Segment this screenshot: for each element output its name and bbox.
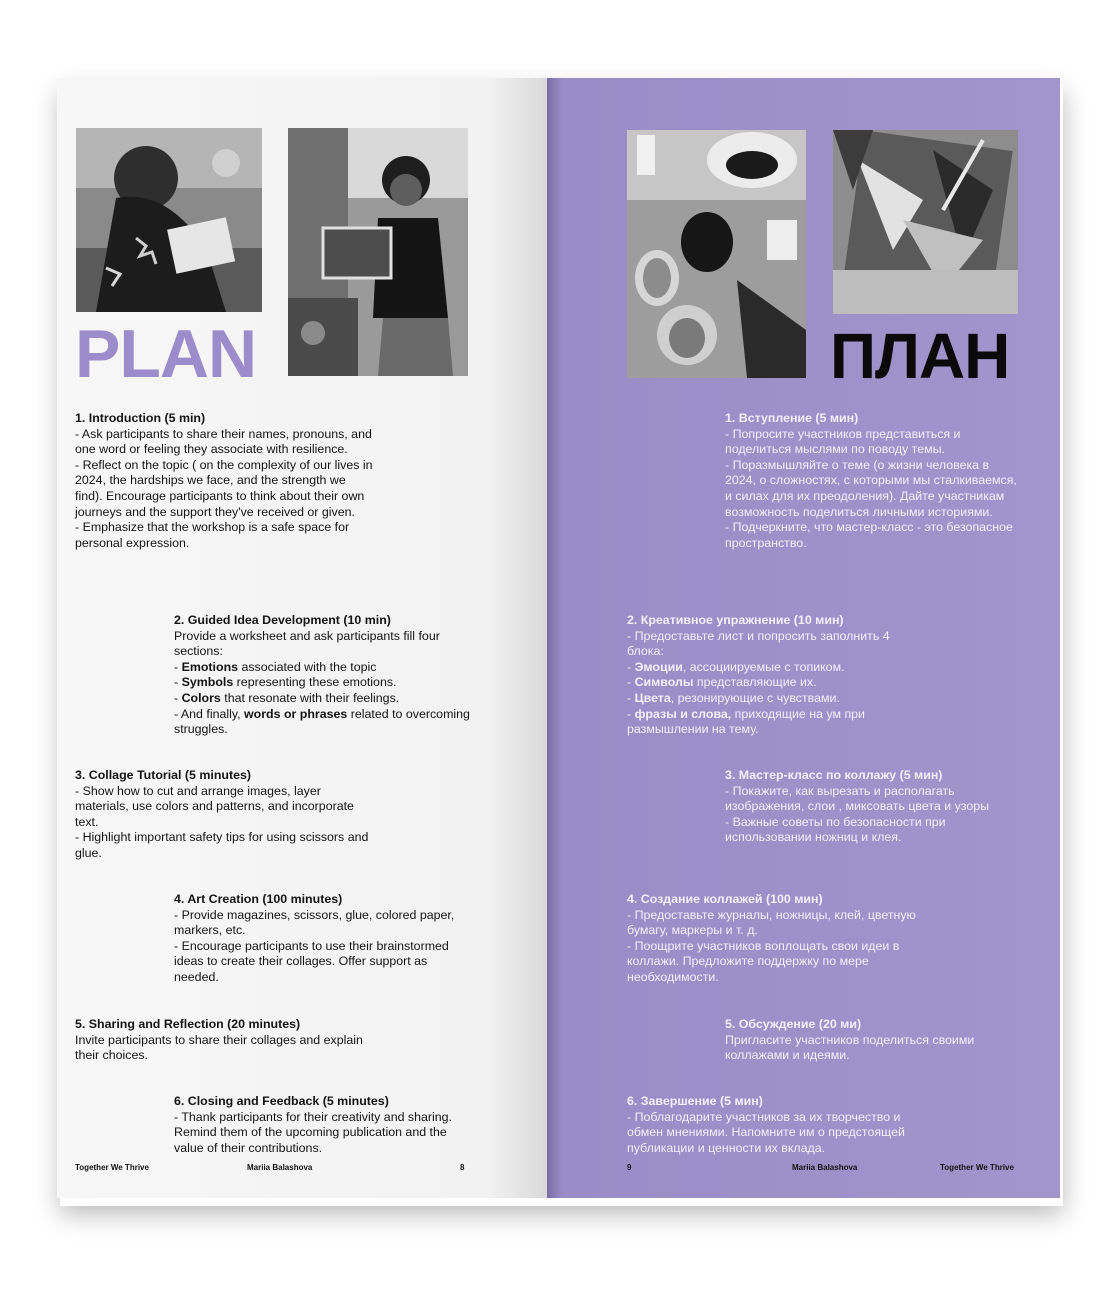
section-6-zavershenie: [627, 1094, 927, 1156]
section-title: 5. Обсуждение (20 ми): [725, 1017, 862, 1031]
section-line: - Попросите участников представиться и поделиться мыслями по поводу темы.: [725, 426, 961, 457]
section-line: - Предоставьте журналы, ножницы, клей, цветную бумагу, маркеры и т. д.: [627, 907, 916, 938]
section-line: - Show how to cut and arrange images, layer materials, use colors and patterns, and incorporate text.: [75, 783, 354, 829]
list-item: - Эмоции, ассоциируемые с топиком.: [627, 659, 845, 674]
section-line: - Поощрите участников воплощать свои идеи в коллажи. Предложите поддержку по мере необходимости.: [627, 938, 900, 984]
footer-author: Mariia Balashova: [792, 1163, 858, 1172]
section-intro: Provide a worksheet and ask participants fill four sections:: [174, 628, 440, 659]
section-3-collage-tutorial: [75, 768, 373, 862]
page-heading-ru: ПЛАН: [830, 320, 1010, 392]
section-title: 2. Guided Idea Development (10 min): [174, 613, 391, 627]
section-title: 6. Завершение (5 мин): [627, 1094, 763, 1108]
page-heading-en: PLAN: [75, 316, 257, 392]
section-title: 5. Sharing and Reflection (20 minutes): [75, 1017, 301, 1031]
section-line: - Reflect on the topic ( on the complexity of our lives in 2024, the hardships we face, and the strength we find). Encourage participants to think about their own journeys and the support they've received or given.: [75, 457, 373, 519]
section-line: - Важные советы по безопасности при использовании ножниц и клея.: [725, 814, 946, 845]
left-page: [57, 78, 547, 1198]
section-line: - Highlight important safety tips for using scissors and glue.: [75, 830, 369, 860]
booklet-spread: [57, 78, 1060, 1198]
section-line: - Поразмышляйте о теме (о жизни человека в 2024, о сложностях, с которыми мы сталкиваемся, и силах для их преодоления). Дайте участникам возможность поделиться личными историями.: [725, 457, 1017, 519]
photo-collage-work: [833, 130, 1018, 314]
list-item: - Emotions associated with the topic: [174, 659, 377, 674]
list-item: - Символы представляющие их.: [627, 675, 817, 690]
footer-page-number: 9: [627, 1163, 632, 1172]
section-line: - Подчеркните, что мастер-класс - это безопасное пространство.: [725, 520, 1013, 550]
section-line: - Encourage participants to use their brainstormed ideas to create their collages. Offer support as needed.: [174, 938, 449, 984]
section-line: - Thank participants for their creativity and sharing. Remind them of the upcoming publication and the value of their contributions.: [174, 1109, 453, 1155]
section-title: 3. Мастер-класс по коллажу (5 мин): [725, 768, 943, 782]
footer-title: Together We Thrive: [940, 1163, 1014, 1172]
section-title: 1. Вступление (5 мин): [725, 411, 859, 425]
footer-page-number: 8: [460, 1163, 465, 1172]
footer-title: Together We Thrive: [75, 1163, 149, 1172]
section-title: 1. Introduction (5 min): [75, 411, 206, 425]
section-title: 2. Креативное упражнение (10 мин): [627, 613, 844, 627]
section-1-vstuplenie: [725, 411, 1020, 551]
list-item: - And finally, words or phrases related to overcoming struggles.: [174, 706, 470, 737]
section-2-kreativnoe: [627, 613, 927, 738]
section-6-closing: [174, 1094, 472, 1156]
right-page: [547, 78, 1060, 1198]
section-intro: - Предоставьте лист и попросить заполнить 4 блока:: [627, 628, 890, 659]
section-4-art-creation: [174, 892, 472, 986]
section-3-master-klass: [725, 768, 1020, 846]
section-5-obsuzhdenie: [725, 1017, 1020, 1064]
section-2-guided-idea: [174, 613, 472, 738]
footer-author: Mariia Balashova: [247, 1163, 313, 1172]
list-item: - фразы и слова, приходящие на ум при размышлении на тему.: [627, 706, 865, 737]
list-item: - Symbols representing these emotions.: [174, 675, 397, 690]
list-item: - Colors that resonate with their feelings.: [174, 690, 400, 705]
section-title: 3. Collage Tutorial (5 minutes): [75, 768, 252, 782]
section-5-sharing: [75, 1017, 373, 1064]
section-line: - Ask participants to share their names, pronouns, and one word or feeling they associate with resilience.: [75, 426, 372, 457]
section-4-sozdanie: [627, 892, 927, 986]
section-line: - Покажите, как вырезать и располагать изображения, слои , миксовать цвета и узоры: [725, 783, 990, 814]
section-line: - Поблагодарите участников за их творчество и обмен мнениями. Напомните им о предстоящей публикации и ценности их вклада.: [627, 1109, 905, 1155]
section-line: - Provide magazines, scissors, glue, colored paper, markers, etc.: [174, 907, 455, 938]
list-item: - Цвета, резонирующие с чувствами.: [627, 690, 840, 705]
photo-child-collage: [76, 128, 262, 312]
photo-collage-faces: [627, 130, 806, 378]
section-1-introduction: [75, 411, 373, 551]
section-line: Invite participants to share their collages and explain their choices.: [75, 1032, 363, 1063]
section-line: - Emphasize that the workshop is a safe space for personal expression.: [75, 520, 350, 550]
section-title: 4. Создание коллажей (100 мин): [627, 892, 823, 906]
section-title: 6. Closing and Feedback (5 minutes): [174, 1094, 389, 1108]
section-line: Пригласите участников поделиться своими коллажами и идеями.: [725, 1032, 975, 1063]
photo-woman-presenting: [288, 128, 468, 376]
section-title: 4. Art Creation (100 minutes): [174, 892, 343, 906]
